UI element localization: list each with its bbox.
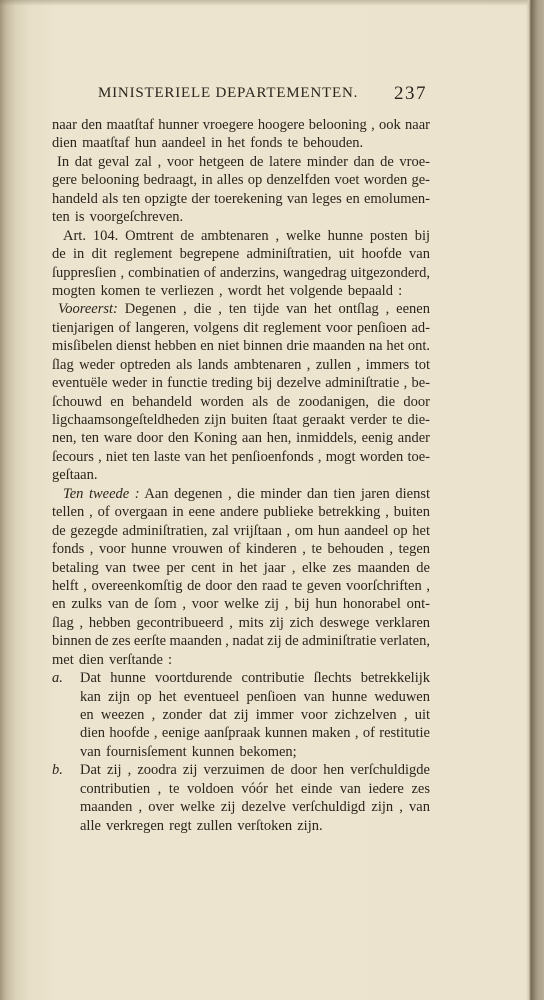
- text-line: betaling van twee per cent in het jaar , elke zes maanden de: [52, 559, 430, 576]
- text-line: dien hoofde , eenige aanſpraak kunnen maken , of restitutie: [80, 725, 430, 742]
- text-line: eventuële weder in functie treding bij dezelve adminiſtratie , be-: [52, 375, 430, 392]
- text-line: Dat zij , zoodra zij verzuimen de door hen verſchuldigde: [80, 762, 430, 779]
- text-line: ten is voorgeſchreven.: [52, 209, 184, 226]
- text-line-content: Degenen , die , ten tijde van het ontſlag , eenen: [124, 301, 430, 318]
- text-line: en weezen , zonder dat zij immer voor zichzelven , uit: [80, 707, 430, 723]
- running-head-title: MINISTERIELE DEPARTEMENTEN.: [98, 85, 359, 101]
- text-line: helft , overeenkomſtig de door den raad te geven voorſchriften ,: [52, 577, 430, 594]
- text-line: kan zijn op het eventueel penſioen van hunne weduwen: [80, 688, 430, 705]
- item-label: a.: [52, 670, 63, 687]
- text-line: ſlag , hebben gecontribueerd , mits zij zich deswege verklaren: [52, 614, 430, 631]
- text-line: dien maatſtaf hun aandeel in het fonds te behouden.: [52, 135, 364, 152]
- page-top-edge-shadow: [0, 0, 544, 6]
- text-line: [63, 485, 430, 503]
- text-line: ſecours , niet ten laste van het penſioenfonds , mogt worden toe-: [52, 448, 430, 465]
- text-line: met dien verſtande :: [52, 651, 173, 668]
- text-line: In dat geval zal , voor hetgeen de latere minder dan de vroe-: [57, 153, 430, 170]
- text-line: mogten komen te verliezen , wordt het volgende bepaald :: [52, 282, 403, 299]
- list-item-b: [52, 761, 430, 835]
- text-line: ſchouwd en behandeld worden als de zoodanigen, die door: [52, 393, 430, 410]
- list-item-a: [52, 669, 430, 761]
- text-line: ſlag weder optreden als lands ambtenaren , zullen , immers tot: [52, 356, 430, 373]
- text-line: en zulks van de ſom , voor welke zij , bij hun honorabel ont-: [52, 596, 430, 613]
- text-line: [58, 300, 430, 318]
- text-line: tellen , of overgaan in eene andere publieke betrekking , buiten: [52, 504, 430, 521]
- text-line: misſibelen dienst hebben en niet binnen drie maanden na het ont.: [52, 338, 430, 355]
- text-line: Dat hunne voortdurende contributie ſlechts betrekkelijk: [80, 670, 430, 687]
- text-line: maanden , over welke zij dezelve verſchuldigd zijn , van: [80, 799, 430, 816]
- text-line: ſuppresſien , combinatien of anderzins, wangedrag uitgezonderd,: [52, 264, 430, 281]
- text-line: van fournisſement kunnen bekomen;: [80, 743, 297, 760]
- page-number: 237: [394, 83, 427, 104]
- body-text: [52, 116, 430, 835]
- text-line: geſtaan.: [52, 467, 98, 484]
- text-line-content: Aan degenen , die minder dan tien jaren dienst: [144, 485, 431, 502]
- text-line: contributien , te voldoen vóór het einde van iedere zes: [80, 780, 430, 797]
- lead-in-label: Vooreerst:: [58, 301, 118, 318]
- text-line: ligchaamsongeſteldheden zijn buiten ſtaat geraakt verder te die-: [52, 412, 430, 428]
- text-line: Art. 104. Omtrent de ambtenaren , welke hunne posten bij: [63, 227, 430, 244]
- item-label: b.: [52, 762, 63, 779]
- text-line: naar den maatſtaf hunner vroegere hoogere belooning , ook naar: [52, 117, 430, 133]
- text-line: alle verkregen regt zullen verſtoken zijn.: [80, 817, 323, 834]
- text-line: binnen de zes eerſte maanden , nadat zij de adminiſtratie verlaten,: [52, 633, 430, 650]
- text-line: de in dit reglement begrepene adminiſtratien, uit hoofde van: [52, 246, 430, 263]
- text-line: nen, ten ware door den Koning aan hen, inmiddels, eenig ander: [52, 430, 430, 447]
- lead-in-label: Ten tweede :: [63, 485, 140, 502]
- page-right-edge: [526, 0, 544, 1000]
- text-line: gere belooning bedraagt, in alles op denzelfden voet worden ge-: [52, 172, 430, 189]
- text-line: fonds , voor hunne vrouwen of kinderen , te behouden , tegen: [52, 541, 430, 558]
- text-line: de gezegde adminiſtratien, zal vrijſtaan , om hun aandeel op het: [52, 522, 430, 539]
- text-line: tienjarigen of langeren, volgens dit reglement voor penſioen ad-: [52, 319, 430, 336]
- text-line: handeld als ten opzigte der toerekening van leges en emolumen-: [52, 190, 430, 207]
